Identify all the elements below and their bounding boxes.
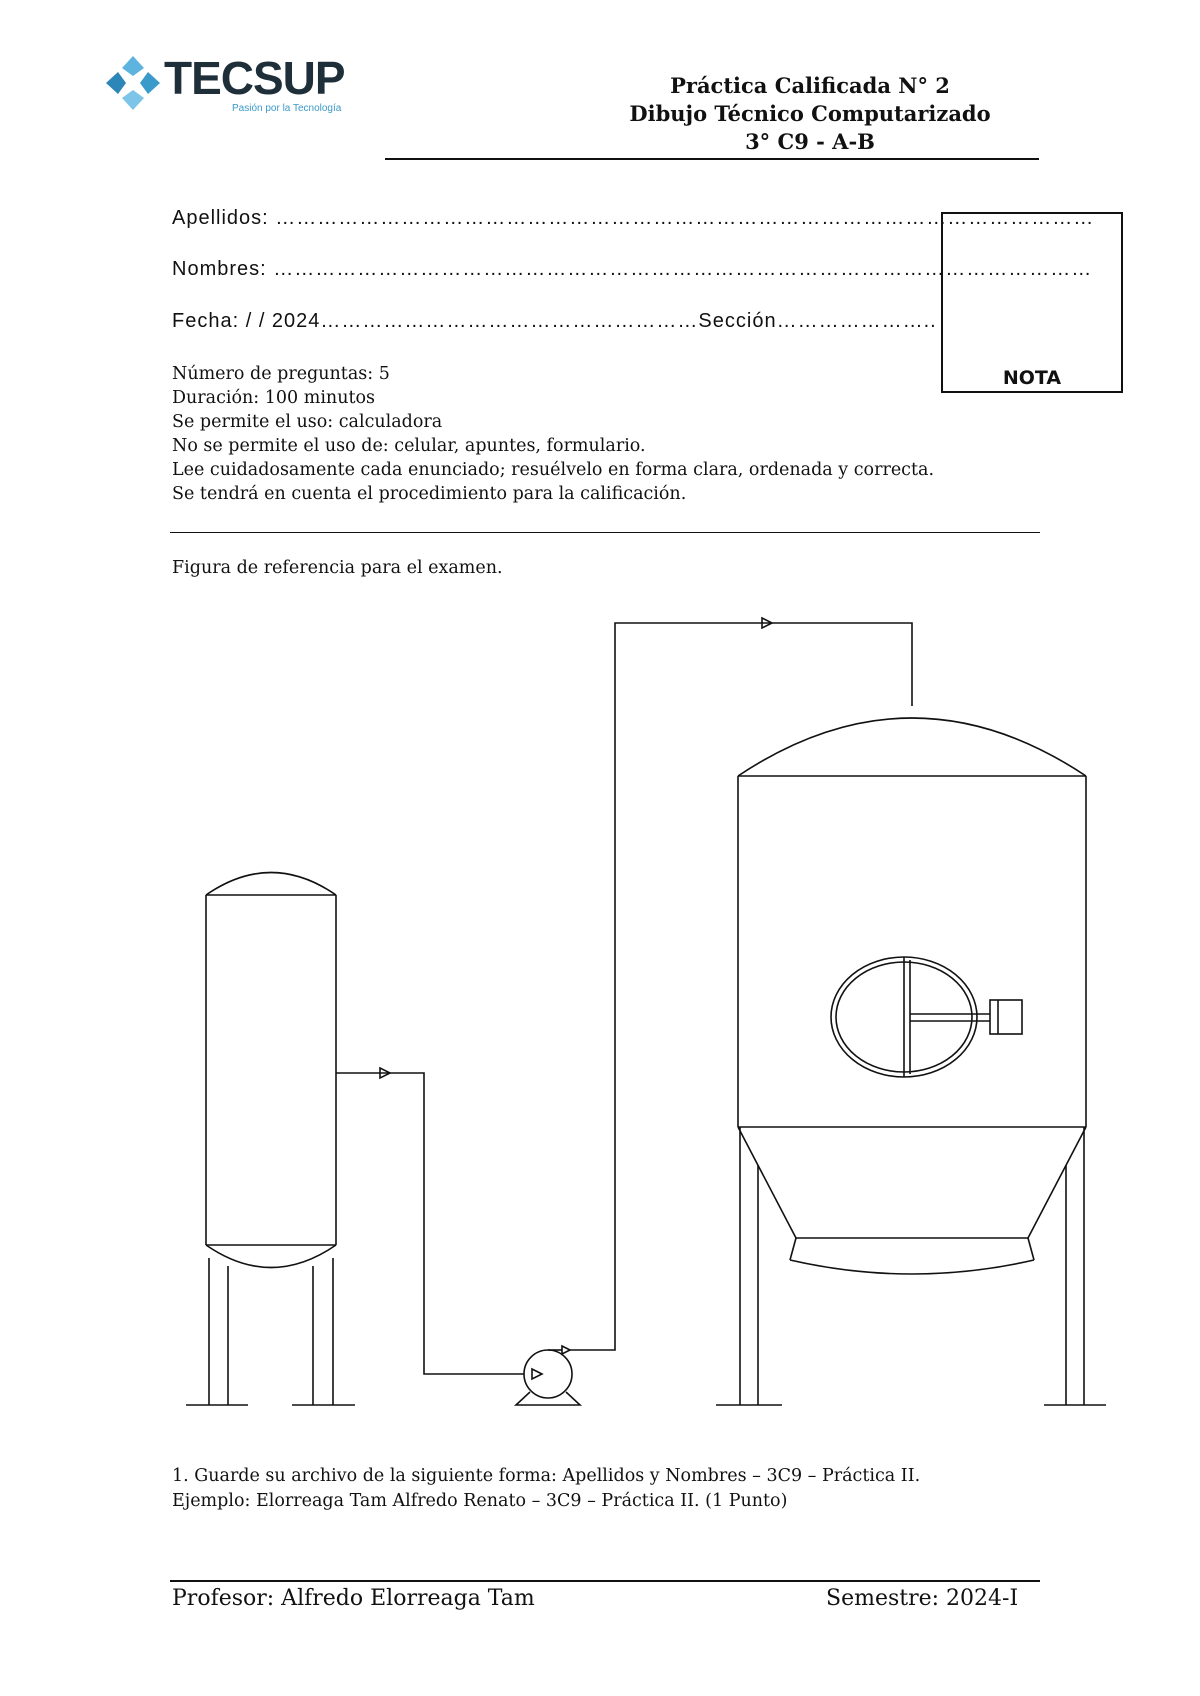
question-1	[172, 1464, 920, 1514]
pump-icon	[516, 1346, 580, 1405]
logo-wordmark: TECSUP	[164, 52, 345, 104]
manhole-icon	[831, 957, 1022, 1077]
pipe-tank-to-pump	[336, 1068, 524, 1374]
reactor-tank-icon	[716, 718, 1106, 1405]
exam-title: Práctica Calificada N° 2	[670, 73, 950, 98]
duration: Duración: 100 minutos	[172, 388, 376, 408]
forbidden-items: No se permite el uso de: celular, apuntes, formulario.	[172, 436, 646, 456]
header-divider	[385, 158, 1039, 160]
question-1-line1: 1. Guarde su archivo de la siguiente forma: Apellidos y Nombres – 3C9 – Práctica II.	[172, 1466, 921, 1486]
nombres-field[interactable]: Nombres: ………………………………………………………………………………………………………	[172, 258, 1093, 280]
section-title: 3° C9 - A-B	[745, 129, 875, 154]
tecsup-logo-mark-icon	[104, 54, 162, 112]
nota-label: NOTA	[1002, 367, 1062, 389]
fecha-seccion-field[interactable]: Fecha: / / 2024………………………………………………Sección…………………..	[172, 310, 937, 332]
pipe-pump-to-reactor	[570, 618, 912, 1350]
logo-tagline: Pasión por la Tecnología	[232, 103, 342, 114]
procedure-note: Se tendrá en cuenta el procedimiento para la calificación.	[172, 484, 687, 504]
instructions-divider	[170, 532, 1040, 533]
allowed-items: Se permite el uso: calculadora	[172, 412, 443, 432]
footer-semester: Semestre: 2024-I	[826, 1586, 1019, 1611]
apellidos-field[interactable]: Apellidos: ………………………………………………………………………………………………………	[172, 207, 1095, 229]
course-title: Dibujo Técnico Computarizado	[629, 101, 991, 126]
reference-caption: Figura de referencia para el examen.	[172, 558, 503, 578]
vertical-tank-icon	[186, 873, 355, 1406]
footer-divider	[170, 1580, 1040, 1582]
footer-professor: Profesor: Alfredo Elorreaga Tam	[172, 1586, 535, 1611]
exam-instructions	[172, 362, 934, 506]
question-1-line2: Ejemplo: Elorreaga Tam Alfredo Renato – 3C9 – Práctica II. (1 Punto)	[172, 1491, 788, 1511]
tecsup-logo	[104, 52, 344, 122]
process-diagram	[180, 605, 1120, 1415]
num-questions: Número de preguntas: 5	[172, 364, 390, 384]
read-carefully: Lee cuidadosamente cada enunciado; resuélvelo en forma clara, ordenada y correcta.	[172, 460, 935, 480]
nota-box	[941, 212, 1123, 393]
